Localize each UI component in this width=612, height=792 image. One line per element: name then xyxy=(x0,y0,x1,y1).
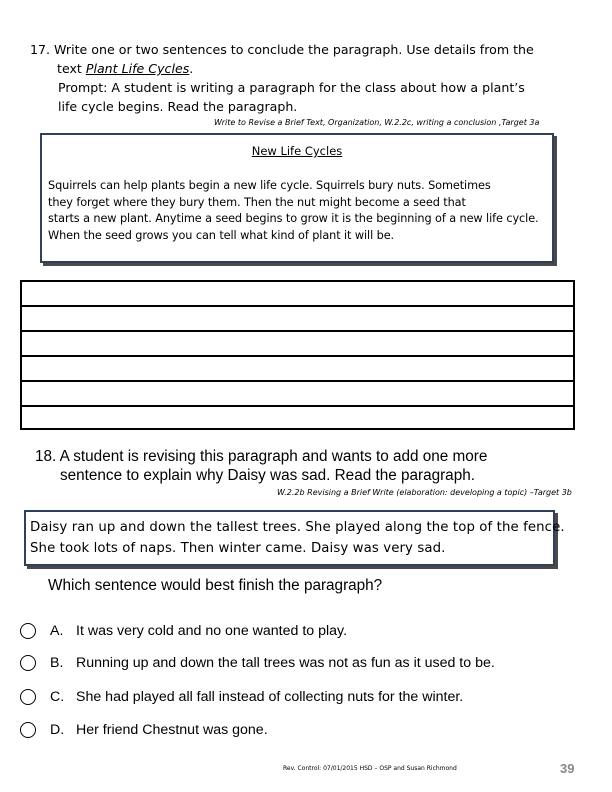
option-text: She had played all fall instead of collecting nuts for the winter. xyxy=(76,689,464,705)
question-18-standard: W.2.2b Revising a Brief Write (elaboration: developing a topic) –Target 3b xyxy=(277,488,572,497)
option-a[interactable] xyxy=(20,620,347,642)
writing-line[interactable] xyxy=(22,380,573,382)
question-17-prompt-cont: life cycle begins. Read the paragraph. xyxy=(58,99,298,114)
option-letter: B. xyxy=(50,655,64,671)
passage-title: New Life Cycles xyxy=(251,144,343,158)
passage-line: they forget where they bury them. Then the nut might become a seed that xyxy=(48,195,466,209)
writing-line[interactable] xyxy=(22,330,573,332)
radio-circle-icon[interactable] xyxy=(20,623,36,639)
answer-writing-lines[interactable] xyxy=(20,280,575,430)
question-17-standard: Write to Revise a Brief Text, Organization, W.2.2c, writing a conclusion ,Target 3a xyxy=(214,118,540,127)
question-17-number: 17. xyxy=(30,42,51,57)
passage-line: She took lots of naps. Then winter came. Daisy was very sad. xyxy=(30,541,446,556)
option-d[interactable] xyxy=(20,719,268,741)
option-c[interactable] xyxy=(20,686,463,708)
question-17-line-1: 17. Write one or two sentences to conclude the paragraph. Use details from the xyxy=(30,42,534,57)
writing-line[interactable] xyxy=(22,305,573,307)
page-number: 39 xyxy=(560,761,575,776)
option-letter: C. xyxy=(50,689,65,705)
question-18-line-1: 18. A student is revising this paragraph and wants to add one more xyxy=(35,448,488,465)
radio-circle-icon[interactable] xyxy=(20,655,36,671)
passage-box-daisy xyxy=(24,510,565,566)
daisy-passage-body xyxy=(30,517,565,559)
question-18-number: 18. xyxy=(35,448,57,465)
passage-box-new-life-cycles xyxy=(40,133,554,263)
question-17 xyxy=(30,40,590,116)
question-17-prompt: Prompt: A student is writing a paragraph for the class about how a plant’s xyxy=(58,80,525,95)
question-18-line-2: sentence to explain why Daisy was sad. Read the paragraph. xyxy=(60,467,475,484)
passage-line: Daisy ran up and down the tallest trees. She played along the top of the fence. xyxy=(30,520,565,535)
source-title: Plant Life Cycles xyxy=(85,61,190,76)
radio-circle-icon[interactable] xyxy=(20,689,36,705)
writing-line[interactable] xyxy=(22,405,573,407)
option-b[interactable] xyxy=(20,652,495,674)
writing-line[interactable] xyxy=(22,355,573,357)
option-text: Her friend Chestnut was gone. xyxy=(76,722,268,738)
option-letter: D. xyxy=(50,722,65,738)
passage-body xyxy=(48,178,553,244)
option-letter: A. xyxy=(50,623,64,639)
option-text: It was very cold and no one wanted to play. xyxy=(76,623,348,639)
question-17-line-2: text Plant Life Cycles. xyxy=(57,61,194,76)
footer-rev-control: Rev. Control: 07/01/2015 HSD – OSP and Susan Richmond xyxy=(283,765,457,772)
question-18-ask: Which sentence would best finish the paragraph? xyxy=(48,577,383,594)
question-18 xyxy=(35,447,595,485)
radio-circle-icon[interactable] xyxy=(20,722,36,738)
passage-line: starts a new plant. Anytime a seed begins to grow it is the beginning of a new life cycle. xyxy=(48,212,539,225)
passage-line: When the seed grows you can tell what kind of plant it will be. xyxy=(48,228,395,242)
passage-line: Squirrels can help plants begin a new life cycle. Squirrels bury nuts. Sometimes xyxy=(48,179,491,192)
option-text: Running up and down the tall trees was not as fun as it used to be. xyxy=(76,655,495,671)
